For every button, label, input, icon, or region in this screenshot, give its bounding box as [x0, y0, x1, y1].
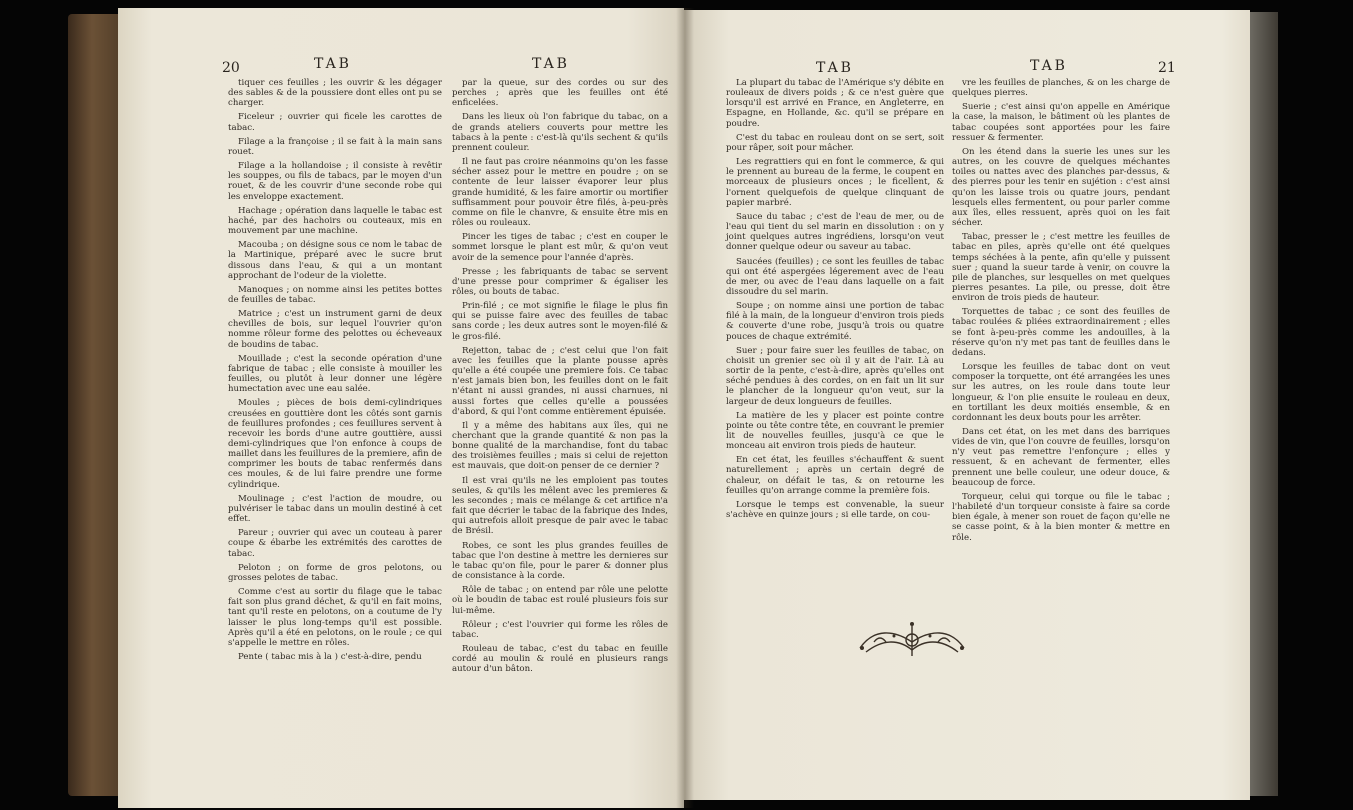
right-page — [684, 10, 1250, 800]
paragraph: Dans cet état, on les met dans des barriques vides de vin, que l'on couvre de feuilles, lorsqu'on n'y veut pas remettre l'enfonçure ; elles y ressuent, & en achevant de fermenter, elles prennent une belle couleur, une odeur douce, & beaucoup de force. — [952, 427, 1170, 488]
paragraph: Rôleur ; c'est l'ouvrier qui forme les rôles de tabac. — [452, 619, 668, 640]
paragraph: Rejetton, tabac de ; c'est celui que l'on fait avec les feuilles que la plante pousse après qu'elle a été coupée une premiere fois. Ce tabac n'est jamais bien bon, les feuilles dont on le fait n'étant ni aussi grandes, ni aussi charnues, ni aussi fortes que celles qu'elle a poussées d'abord, & qui l'ont comme entièrement épuisée. — [452, 345, 668, 417]
paragraph: vre les feuilles de planches, & on les charge de quelques pierres. — [952, 78, 1170, 99]
book-gutter — [676, 8, 694, 808]
running-header-left: TAB — [314, 56, 352, 72]
paragraph: Suer ; pour faire suer les feuilles de tabac, on choisit un grenier sec où il y ait de l'air. Là au sortir de la pente, c'est-à-dire, après qu'elles ont séché pendues à des cordes, on en fait un lit sur le plancher de la longueur qu'on veut, sur la largeur de deux longueurs de feuilles. — [726, 345, 944, 407]
paragraph: Moulinage ; c'est l'action de moudre, ou pulvériser le tabac dans un moulin destiné à cet effet. — [228, 493, 442, 525]
left-page-column-2 — [452, 78, 668, 778]
paragraph: Filage a la hollandoise ; il consiste à revêtir les souppes, ou fils de tabacs, par le moyen d'un rouet, & de les couvrir d'une seconde robe qui les enveloppe exactement. — [228, 161, 442, 202]
paragraph: En cet état, les feuilles s'échauffent & suent naturellement ; après un certain degré de chaleur, on défait le tas, & on retourne les feuilles qu'on arrange comme la première fois. — [726, 455, 944, 496]
paragraph: La plupart du tabac de l'Amérique s'y débite en rouleaux de divers poids ; & ce n'est guère que lorsqu'il est arrivé en France, en Angleterre, en Espagne, en Hollande, &c. qu'il se prépare en poudre. — [726, 78, 944, 129]
book-cover-right-edge — [1250, 12, 1278, 796]
paragraph: Torquettes de tabac ; ce sont des feuilles de tabac roulées & pliées extraordinairement ; elles se font à-peu-près comme les andouilles, à la réserve qu'on n'y met pas tant de feuilles dans le dedans. — [952, 307, 1170, 358]
paragraph: La matière de les y placer est pointe contre pointe ou tête contre tête, en couvrant le premier lit de nouvelles feuilles, jusqu'à ce que le monceau ait environ trois pieds de hauteur. — [726, 410, 944, 452]
paragraph: Lorsque le temps est convenable, la sueur s'achève en quinze jours ; si elle tarde, on cou- — [726, 499, 944, 521]
paragraph: Il ne faut pas croire néanmoins qu'on les fasse sécher assez pour le mettre en poudre ; on se contente de leur laisser évaporer leur plus grande humidité, & les faire amortir ou mortifier suffisamment pour pouvoir être filés, à-peu-près comme on file le chanvre, & ensuite être mis en rôles ou rouleaux. — [452, 157, 668, 229]
paragraph: Robes, ce sont les plus grandes feuilles de tabac que l'on destine à mettre les dernieres sur le tabac qu'on file, pour le parer & donner plus de consistance à la corde. — [452, 540, 668, 582]
paragraph: Il est vrai qu'ils ne les emploient pas toutes seules, & qu'ils les mêlent avec les premieres & les secondes ; mais ce mélange & cet artifice n'a fait que décrier le tabac de la fabrique des Indes, qui autrefois alloit presque de pair avec le tabac de Brésil. — [452, 475, 668, 537]
paragraph: Macouba ; on désigne sous ce nom le tabac de la Martinique, préparé avec le sucre brut dissous dans l'eau, & qui a un montant approchant de l'odeur de la violette. — [228, 240, 442, 281]
paragraph: Dans les lieux où l'on fabrique du tabac, on a de grands ateliers couverts pour mettre les tabacs à la pente : c'est-là qu'ils sechent & qu'ils prennent couleur. — [452, 112, 668, 153]
paragraph: Manoques ; on nomme ainsi les petites bottes de feuilles de tabac. — [228, 284, 442, 305]
running-header-left: TAB — [816, 60, 854, 76]
paragraph: Mouillade ; c'est la seconde opération d'une fabrique de tabac ; elle consiste à mouiller les feuilles, ou plutôt à leur donner une légère humectation avec une eau salée. — [228, 353, 442, 395]
left-page — [118, 8, 684, 808]
paragraph: Sauce du tabac ; c'est de l'eau de mer, ou de l'eau qui tient du sel marin en dissolution : on y joint quelques autres ingrédiens, lorsqu'on veut donner quelque odeur ou saveur au tabac. — [726, 211, 944, 253]
paragraph: Matrice ; c'est un instrument garni de deux chevilles de bois, sur lequel l'ouvrier qu'on nomme rôleur forme des pelottes ou écheveaux de boudins de tabac. — [228, 309, 442, 350]
paragraph: Presse ; les fabriquants de tabac se servent d'une presse pour comprimer & égaliser les rôles, ou bouts de tabac. — [452, 266, 668, 297]
paragraph: Pareur ; ouvrier qui avec un couteau à parer coupe & ébarbe les extrémités des carottes de tabac. — [228, 528, 442, 559]
paragraph: Prin-filé ; ce mot signifie le filage le plus fin qui se puisse faire avec des feuilles de tabac sans corde ; les deux autres sont le moyen-filé & le gros-filé. — [452, 301, 668, 342]
paragraph: Il y a même des habitans aux îles, qui ne cherchant que la grande quantité & non pas la bonne qualité de la marchandise, font du tabac des troisièmes feuilles ; mais si celui de rejetton est mauvais, que doit-on penser de ce dernier ? — [452, 420, 668, 472]
paragraph: Comme c'est au sortir du filage que le tabac fait son plus grand déchet, & qu'il en fait moins, tant qu'il reste en pelotons, on a coutume de l'y laisser le plus long-temps qu'il est possible. Après qu'il a été en pelotons, on le roule ; ce qui s'appelle le mettre en rôles. — [228, 587, 442, 648]
paragraph: Tabac, presser le ; c'est mettre les feuilles de tabac en piles, après qu'elle ont été quelques temps séchées à la pente, afin qu'elle y puissent suer ; quand la sueur tarde à venir, on couvre la pile de planches, sur lesquelles on met quelques pierres pesantes. La pile, ou presse, doit être environ de trois pieds de hauteur. — [952, 232, 1170, 304]
paragraph: Pincer les tiges de tabac ; c'est en couper le sommet lorsque le plant est mûr, & qu'on veut avoir de la semence pour l'année d'après. — [452, 232, 668, 263]
paragraph: Rouleau de tabac, c'est du tabac en feuille cordé au moulin & roulé en plusieurs rangs autour d'un bâton. — [452, 643, 668, 675]
paragraph: On les étend dans la suerie les unes sur les autres, on les couvre de quelques méchantes toiles ou nattes avec des planches par-dessus, & des pierres pour les tenir en sujétion : c'est ainsi qu'on les laisse trois ou quatre jours, pendant lesquels elles fermentent, ou pour parler comme aux îles, elles ressuent, après quoi on les fait sécher. — [952, 146, 1170, 229]
paragraph: tiquer ces feuilles ; les ouvrir & les dégager des sables & de la poussiere dont elles ont pu se charger. — [228, 78, 442, 109]
left-page-column-1 — [228, 78, 442, 778]
paragraph: Suerie ; c'est ainsi qu'on appelle en Amérique la case, la maison, le bâtiment où les plantes de tabac coupées sont apportées pour les faire ressuer & fermenter. — [952, 102, 1170, 143]
ornamental-vignette-icon — [854, 618, 970, 662]
paragraph: Ficeleur ; ouvrier qui ficele les carottes de tabac. — [228, 112, 442, 133]
paragraph: Les regrattiers qui en font le commerce, & qui le prennent au bureau de la ferme, le coupent en morceaux de plusieurs onces ; le ficellent, & l'ornent quelquefois de quelque clinquant de papier marbré. — [726, 157, 944, 208]
paragraph: Saucées (feuilles) ; ce sont les feuilles de tabac qui ont été aspergées légerement avec de l'eau de mer, ou avec de l'eau dans laquelle on a fait dissoudre du sel marin. — [726, 256, 944, 297]
paragraph: Filage a la françoise ; il se fait à la main sans rouet. — [228, 136, 442, 157]
running-header-right: TAB — [532, 56, 570, 72]
paragraph: Lorsque les feuilles de tabac dont on veut composer la torquette, ont été arrangées les unes sur les autres, on les roule dans toute leur longueur, & l'on plie ensuite le rouleau en deux, en tortillant les deux moitiés ensemble, & en cordonnant les deux bouts pour les arrêter. — [952, 362, 1170, 423]
paragraph: C'est du tabac en rouleau dont on se sert, soit pour râper, soit pour mâcher. — [726, 132, 944, 153]
right-page-column-1 — [726, 78, 944, 558]
paragraph: Moules ; pièces de bois demi-cylindriques creusées en gouttière dont les côtés sont garnis de feuillures profondes ; ces feuillures servent à recevoir les bords d'une autre gouttière, aussi demi-cylindriques que l'on enfonce à coups de maillet dans les feuillures de la premiere, afin de comprimer les bouts de tabac renfermés dans ces moules, & de lui faire prendre une forme cylindrique. — [228, 398, 442, 490]
paragraph: Hachage ; opération dans laquelle le tabac est haché, par des hachoirs ou couteaux, mis en mouvement par une machine. — [228, 205, 442, 237]
paragraph: par la queue, sur des cordes ou sur des perches ; après que les feuilles ont été enficelées. — [452, 78, 668, 109]
paragraph: Peloton ; on forme de gros pelotons, ou grosses pelotes de tabac. — [228, 562, 442, 583]
page-number: 20 — [222, 60, 240, 76]
running-header-right: TAB — [1030, 58, 1068, 74]
paragraph: Soupe ; on nomme ainsi une portion de tabac filé à la main, de la longueur d'environ trois pieds & couverte d'une robe, jusqu'à trois ou quatre pouces de chaque extrémité. — [726, 301, 944, 342]
paragraph: Torqueur, celui qui torque ou file le tabac ; l'habileté d'un torqueur consiste à faire sa corde bien égale, à mener son rouet de façon qu'elle ne se casse point, & à la bien monter & mettre en rôle. — [952, 491, 1170, 543]
paragraph: Rôle de tabac ; on entend par rôle une pelotte où le boudin de tabac est roulé plusieurs fois sur lui-même. — [452, 585, 668, 616]
paragraph: Pente ( tabac mis à la ) c'est-à-dire, pendu — [238, 651, 422, 662]
right-page-column-2 — [952, 78, 1170, 558]
page-number: 21 — [1158, 60, 1176, 76]
